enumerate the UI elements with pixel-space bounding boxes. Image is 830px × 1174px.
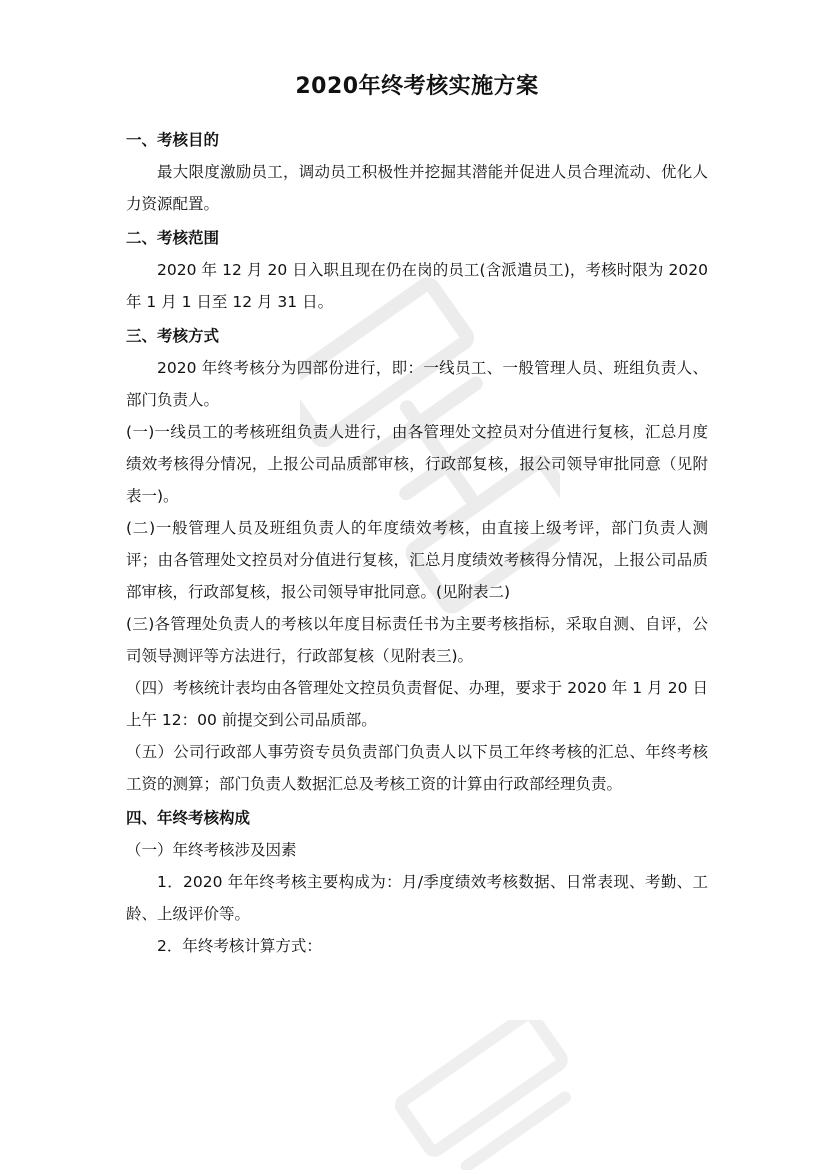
paragraph-composition-item-2: 2．年终考核计算方式：	[157, 937, 322, 955]
paragraph-scope: 2020 年 12 月 20 日入职且现在仍在岗的员工(含派遣员工)，考核时限为 2020 年 1 月 1 日至 12 月 31 日。	[126, 261, 708, 311]
paragraph-method-intro: 2020 年终考核分为四部份进行，即：一线员工、一般管理人员、班组负责人、部门负责人。	[126, 359, 708, 409]
section-heading-composition: 四、年终考核构成	[126, 809, 251, 827]
watermark-graphic-bottom	[380, 1020, 600, 1170]
paragraph-method-item-3: (三)各管理处负责人的考核以年度目标责任书为主要考核指标，采取自测、自评，公司领导测评等方法进行，行政部复核（见附表三)。	[126, 615, 708, 665]
paragraph-purpose: 最大限度激励员工，调动员工积极性并挖掘其潜能并促进人员合理流动、优化人力资源配置。	[126, 163, 708, 213]
paragraph-method-item-4: （四）考核统计表均由各管理处文控员负责督促、办理，要求于 2020 年 1 月 20 日上午 12：00 前提交到公司品质部。	[126, 679, 708, 729]
paragraph-method-item-5: （五）公司行政部人事劳资专员负责部门负责人以下员工年终考核的汇总、年终考核工资的测算；部门负责人数据汇总及考核工资的计算由行政部经理负责。	[126, 743, 708, 793]
section-heading-method: 三、考核方式	[126, 327, 220, 345]
document-body	[126, 70, 708, 962]
paragraph-composition-subheading: （一）年终考核涉及因素	[126, 841, 297, 859]
section-heading-scope: 二、考核范围	[126, 229, 220, 247]
paragraph-composition-item-1: 1．2020 年年终考核主要构成为：月/季度绩效考核数据、日常表现、考勤、工龄、上级评价等。	[126, 873, 708, 923]
section-heading-purpose: 一、考核目的	[126, 131, 220, 149]
page-title: 2020年终考核实施方案	[295, 74, 539, 99]
paragraph-method-item-1: (一)一线员工的考核班组负责人进行，由各管理处文控员对分值进行复核，汇总月度绩效考核得分情况，上报公司品质部审核，行政部复核，报公司领导审批同意（见附表一)。	[126, 423, 708, 505]
paragraph-method-item-2: (二)一般管理人员及班组负责人的年度绩效考核，由直接上级考评，部门负责人测评；由各管理处文控员对分值进行复核，汇总月度绩效考核得分情况，上报公司品质部审核，行政部复核，报公司领导审批同意。(见附表二)	[126, 519, 708, 601]
